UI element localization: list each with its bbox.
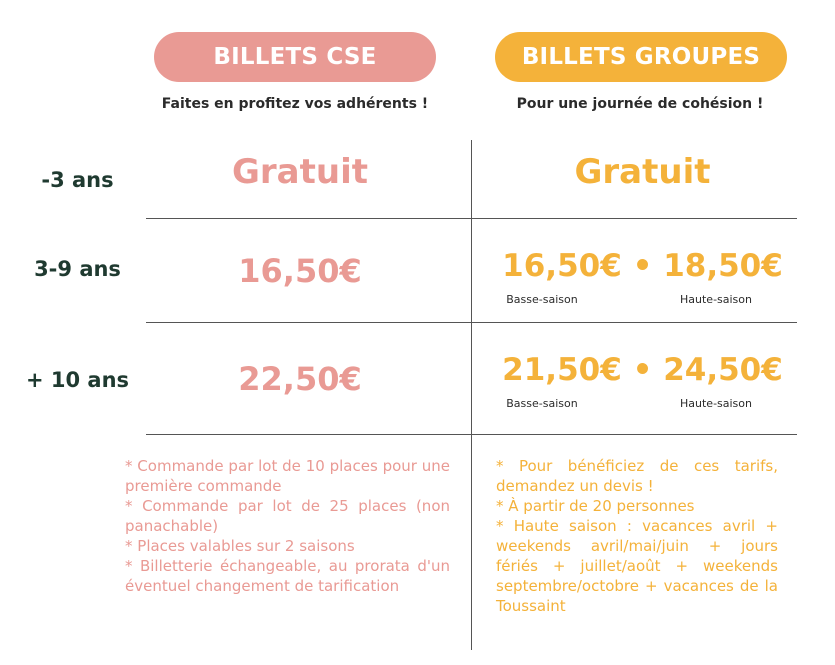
group-note: * Pour bénéficiez de ces tarifs, demandez un devis ! [496,457,778,495]
low-season-label: Basse-saison [506,397,578,410]
group-subtitle: Pour une journée de cohésion ! [516,96,764,112]
cse-note: * Commande par lot de 10 places pour une première commande [125,457,450,495]
row-divider-3 [146,434,797,435]
group-notes [496,456,778,616]
low-season-label: Basse-saison [506,293,578,306]
column-divider [471,140,472,650]
group-price-3-9: 16,50€ • 18,50€ [502,248,783,284]
group-price-10-plus: 21,50€ • 24,50€ [502,352,783,388]
cse-notes [125,456,450,596]
group-price-under-3: Gratuit [574,152,711,192]
high-season-label: Haute-saison [680,293,752,306]
age-label-3-9: 3-9 ans [34,257,121,281]
age-label-10-plus: + 10 ans [25,368,130,392]
cse-note: * Commande par lot de 25 places (non panachable) [125,497,450,535]
high-season-label: Haute-saison [680,397,752,410]
group-note: * Haute saison : vacances avril + weekends avril/mai/juin + jours fériés + juillet/août + weekends septembre/octobre + vacances de la Toussaint [496,517,778,615]
row-divider-2 [146,322,797,323]
cse-note: * Places valables sur 2 saisons [125,537,355,555]
age-label-under-3: -3 ans [41,168,114,192]
cse-price-under-3: Gratuit [232,152,368,192]
group-tickets-header: BILLETS GROUPES [495,32,787,82]
cse-note: * Billetterie échangeable, au prorata d'un éventuel changement de tarification [125,557,450,595]
cse-tickets-header: BILLETS CSE [154,32,436,82]
cse-price-10-plus: 22,50€ [238,360,362,398]
cse-subtitle: Faites en profitez vos adhérents ! [161,96,429,112]
cse-price-3-9: 16,50€ [238,252,362,290]
row-divider-1 [146,218,797,219]
group-note: * À partir de 20 personnes [496,497,695,515]
